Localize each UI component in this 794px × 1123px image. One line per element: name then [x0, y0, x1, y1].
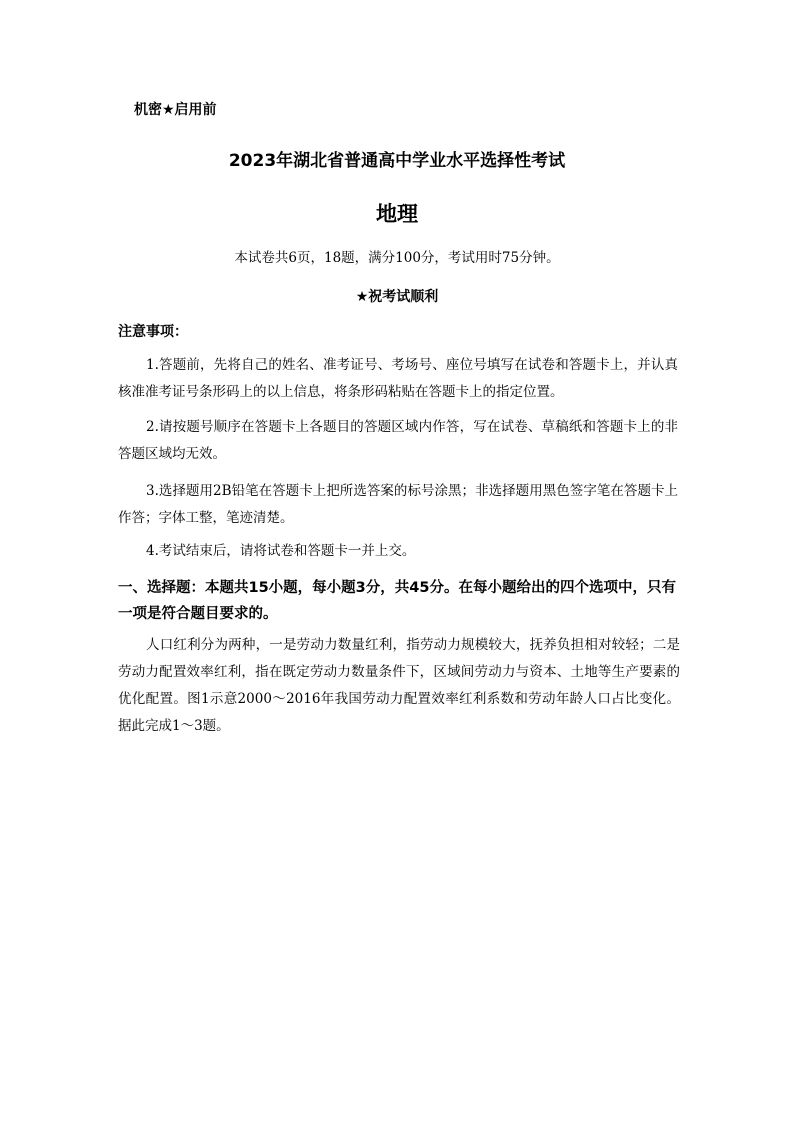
- section-heading: 一、选择题：本题共15小题，每小题3分，共45分。在每小题给出的四个选项中，只有一项是符合题目要求的。: [118, 580, 676, 622]
- question-passage: 人口红利分为两种，一是劳动力数量红利，指劳动力规模较大，抚养负担相对较轻；二是劳动力配置效率红利，指在既定劳动力数量条件下，区域间劳动力与资本、土地等生产要素的优化配置。图1示意2000～2016年我国劳动力配置效率红利系数和劳动年龄人口占比变化。据此完成1～3题。: [118, 637, 680, 734]
- note-item-1: 1.答题前，先将自己的姓名、准考证号、考场号、座位号填写在试卷和答题卡上，并认真核准准考证号条形码上的以上信息，将条形码粘贴在答题卡上的指定位置。: [118, 357, 678, 400]
- confidential-label: 机密★启用前: [134, 102, 217, 118]
- subject-title: 地理: [376, 202, 418, 226]
- good-luck-wish: ★祝考试顺利: [355, 289, 439, 305]
- note-item-2: 2.请按题号顺序在答题卡上各题目的答题区域内作答，写在试卷、草稿纸和答题卡上的非答题区域均无效。: [118, 419, 678, 462]
- paper-info: 本试卷共6页，18题，满分100分，考试用时75分钟。: [234, 250, 560, 266]
- exam-title: 2023年湖北省普通高中学业水平选择性考试: [228, 151, 566, 171]
- note-item-3: 3.选择题用2B铅笔在答题卡上把所选答案的标号涂黑；非选择题用黑色签字笔在答题卡上作答；字体工整，笔迹清楚。: [118, 483, 678, 526]
- notes-title: 注意事项：: [118, 324, 188, 340]
- note-item-4: 4.考试结束后，请将试卷和答题卡一并上交。: [146, 543, 416, 559]
